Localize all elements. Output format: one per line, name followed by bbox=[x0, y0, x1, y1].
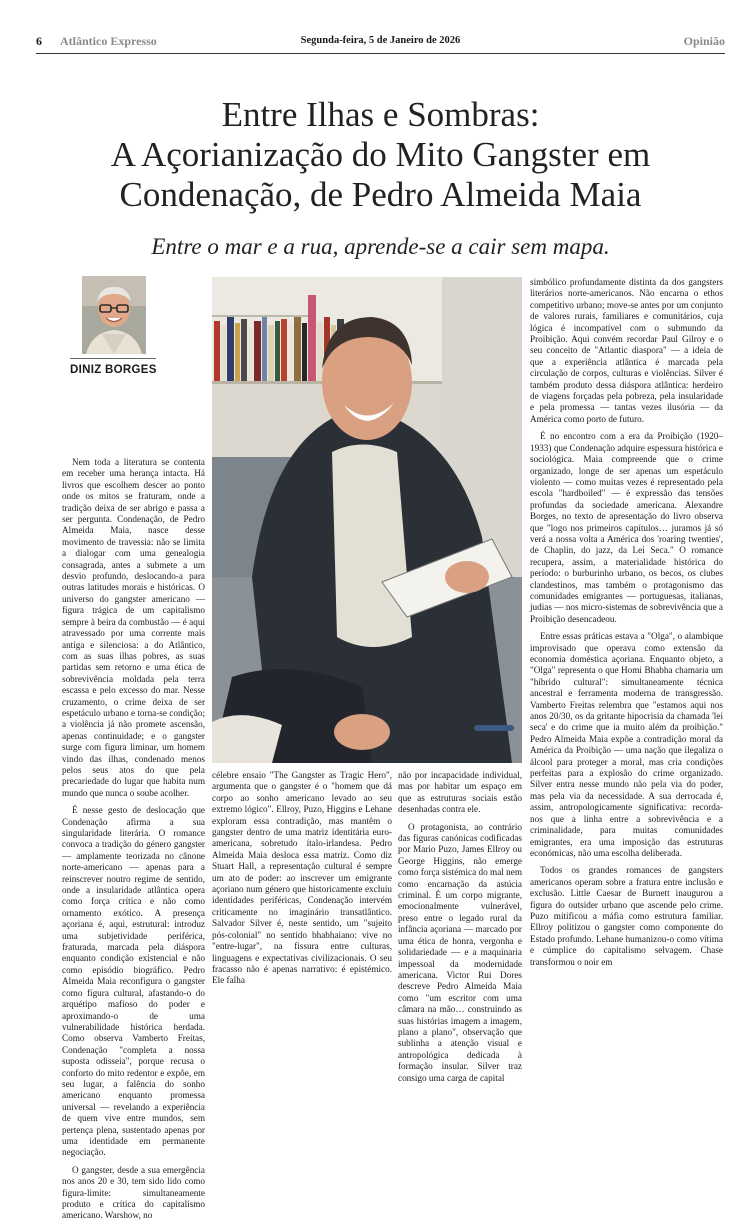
body-paragraph: simbólico profundamente distinta da dos gangsters literários norte-americanos. Não encarna o ethos competitivo urbano; move-se antes por um conjunto de valores rurais, familiares e comunitários, cuja lógica é incompatível com o submundo da Proibição. Aqui convém recordar Paul Gilroy e o seu conceito de "Atlantic diaspora" — a ideia de que a experiência atlântica é marcada pela circulação de corpos, culturas e violências. Silver é também produto dessa diáspora atlântica: herdeiro de viagens forçadas pela pobreza, pela insularidade e pela promessa — tantas vezes ilusória — da América como porto de futuro. bbox=[530, 277, 723, 424]
body-paragraph: O gangster, desde a sua emergência nos anos 20 e 30, tem sido lido como figura-limite: simultaneamente produto e crítica do capitalismo americano. Warshow, no bbox=[62, 1164, 205, 1221]
body-paragraph: É nesse gesto de deslocação que Condenação afirma a sua singularidade literária. O romance convoca a tradição do género gangster — amplamente teorizada no cânone norte-americano — apenas para a reinscrever noutro regime de sentido, onde a insularidade atlântica opera como força crítica e não como ornamento exótico. A presença açoriana é, aqui, estrutural: introduz uma subjetividade periférica, fraturada, marcada pela diáspora enquanto condição existencial e não como episódio biográfico. Pedro Almeida Maia reconfigura o gangster como figura cultural, afastando-o do arquétipo mafioso do poder e aproximando-o de uma vulnerabilidade histórica herdada. Como observa Vamberto Freitas, Condenação "completa a nossa suposta odisseia", porque recusa o conforto do mito redentor e expõe, em seu lugar, a falência do sonho americano enquanto promessa universal — revelando a experiência de quem vive entre mundos, sem pertença plena, sustentado apenas por uma identidade em permanente negociação. bbox=[62, 805, 205, 1158]
title-line: Entre Ilhas e Sombras: bbox=[221, 95, 540, 134]
page-number: 6 bbox=[36, 34, 42, 48]
author-byline: DINIZ BORGES bbox=[70, 364, 157, 376]
body-column-1 bbox=[62, 457, 205, 1228]
header-rule bbox=[36, 53, 725, 54]
section-name: Opinião bbox=[683, 34, 725, 48]
article-photo bbox=[212, 277, 522, 763]
author-portrait bbox=[82, 276, 146, 354]
title-line: A Açorianização do Mito Gangster em bbox=[110, 135, 651, 174]
body-column-3 bbox=[398, 770, 522, 1090]
body-paragraph: Nem toda a literatura se contenta em receber uma herança intacta. Há livros que escolhem descer ao ponto onde os mitos se fraturam, onde a tradição deixa de ser abrigo e passa a ser pergunta. Condenação, de Pedro Almeida Maia, nasce desse movimento de travessia: não se limita a dialogar com uma genealogia consagrada, antes a submete a um desvio profundo, deslocando-a para outras latitudes morais e históricas. O universo do gangster americano — figura trágica de um capitalismo sempre à beira da combustão — é aqui atravessado por uma corrente mais antiga e silenciosa: a do Atlântico, com as suas ilhas pobres, as suas partidas sem retorno e uma ética de sobrevivência moldada pela terra escassa e pelo excesso do mar. Nesse cruzamento, o crime deixa de ser espetáculo urbano e torna-se condição; a violência já não promete ascensão, apenas continuidade; e o gangster surge com figura liminar, um homem vindo das ilhas, condenado menos pelos seus atos do que pela precariedade do lugar que habita num mundo que nunca o soube acolher. bbox=[62, 457, 205, 798]
author-rule bbox=[70, 358, 156, 359]
publication-name: Atlântico Expresso bbox=[60, 34, 157, 48]
body-paragraph: É no encontro com a era da Proibição (1920–1933) que Condenação adquire espessura histórica e sociológica. Maia compreende que o crime organizado, longe de ser apenas um espetáculo violento — como muitas vezes é representado pela escola "hardboiled" — é expressão das tensões profundas da sociedade americana. Alexandre Borges, no texto de apresentação do livro observa que "logo nos primeiros capítulos… juramos já só verá a nossa volta a América dos 'roaring twenties', de Chaplin, do jazz, da Lei Seca." O romance recupera, assim, a materialidade histórica do período: o burburinho urbano, os becos, os clubes clandestinos, mas também o protagonismo das comunidades emigrantes — portuguesas, italianas, judias — nos micro-sistemas de sobrevivência que a Proibição desencadeou. bbox=[530, 431, 723, 624]
article-title bbox=[30, 95, 731, 215]
issue-date: Segunda-feira, 5 de Janeiro de 2026 bbox=[300, 35, 461, 46]
title-line: Condenação, de Pedro Almeida Maia bbox=[119, 175, 642, 214]
body-column-4 bbox=[530, 277, 723, 974]
page-header bbox=[36, 34, 725, 52]
photo-illustration bbox=[212, 277, 522, 763]
author-portrait-illustration bbox=[82, 276, 146, 354]
body-column-2 bbox=[212, 770, 392, 993]
article-subtitle: Entre o mar e a rua, aprende-se a cair sem mapa. bbox=[151, 234, 610, 259]
body-paragraph: Todos os grandes romances de gangsters americanos operam sobre a fratura entre inclusão e exclusão. Little Caesar de Burnett inaugurou a figura do outsider urbano que ascende pelo crime. Puzo mitificou a máfia como estrutura familiar. Ellroy politizou o gangster como componente do Estado profundo. Lehane humanizou-o como vítima e cúmplice do capitalismo selvagem. Chase transformou o noir em bbox=[530, 865, 723, 967]
body-paragraph: célebre ensaio "The Gangster as Tragic Hero", argumenta que o gangster é o "homem que dá corpo ao sonho americano levado ao seu extremo lógico". Ellroy, Puzo, Higgins e Lehane exploram essa contradição, mas mantêm o gangster dentro de uma matriz identitária euro-americana, sobretudo ítalo-irlandesa. Pedro Almeida Maia desloca essa matriz. Como diz Stuart Hall, a representação cultural é sempre um ato de poder: ao inscrever um emigrante açoriano num género que historicamente excluiu identidades periféricas, Condenação intervém criticamente no imaginário transatlântico. Salvador Silver é, neste sentido, um "sujeito pós-colonial" no sentido bhabhaiano: vive no "entre-lugar", na fissura entre culturas, linguagens e expectativas civilizacionais. O seu fracasso não é apenas narrativo: é epistémico. Ele falha bbox=[212, 770, 392, 986]
body-paragraph: não por incapacidade individual, mas por habitar um espaço em que as estruturas sociais estão desenhadas contra ele. bbox=[398, 770, 522, 815]
body-paragraph: Entre essas práticas estava a "Olga", o alambique improvisado que operava como extensão da economia doméstica açoriana. Enquanto objeto, a "Olga" representa o que Homi Bhabha chamaria um "híbrido cultural": simultaneamente técnica ancestral e ferramenta moderna de transgressão. Vamberto Freitas relembra que "estamos aqui nos anos 20/30, os da gritante hipocrisia da chamada 'lei seca' e do crime que ia muito além da proibição." Pedro Almeida Maia expõe a contradição moral da América da Proibição — uma nação que ilegaliza o álcool para proteger a moral, mas cria condições perfeitas para a explosão do crime organizado. Silver entra nesse mundo não pela via do poder, mas pela via da necessidade. A sua derrocada é, assim, antropologicamente significativa: recorda-nos que a linha entre a sobrevivência e a criminalidade, para muitas comunidades emigrantes, era uma imposição das estruturas económicas, não uma escolha deliberada. bbox=[530, 631, 723, 858]
body-paragraph: O protagonista, ao contrário das figuras canónicas codificadas por Mario Puzo, James Ellroy ou George Higgins, não emerge como força sistémica do mal nem como encarnação da astúcia criminal. É um corpo migrante, emocionalmente vulnerável, preso entre o legado rural da infância açoriana — marcado por uma ética de honra, vergonha e solidariedade — e a maquinaria impessoal da modernidade americana. Victor Rui Dores descreve Pedro Almeida Maia como "um escritor com uma câmara na mão… construindo as suas histórias imagem a imagem, plano a plano", observação que sublinha a atenção visual e antropológica dedicada à formação insular. Silver traz consigo uma carga de capital bbox=[398, 821, 522, 1083]
